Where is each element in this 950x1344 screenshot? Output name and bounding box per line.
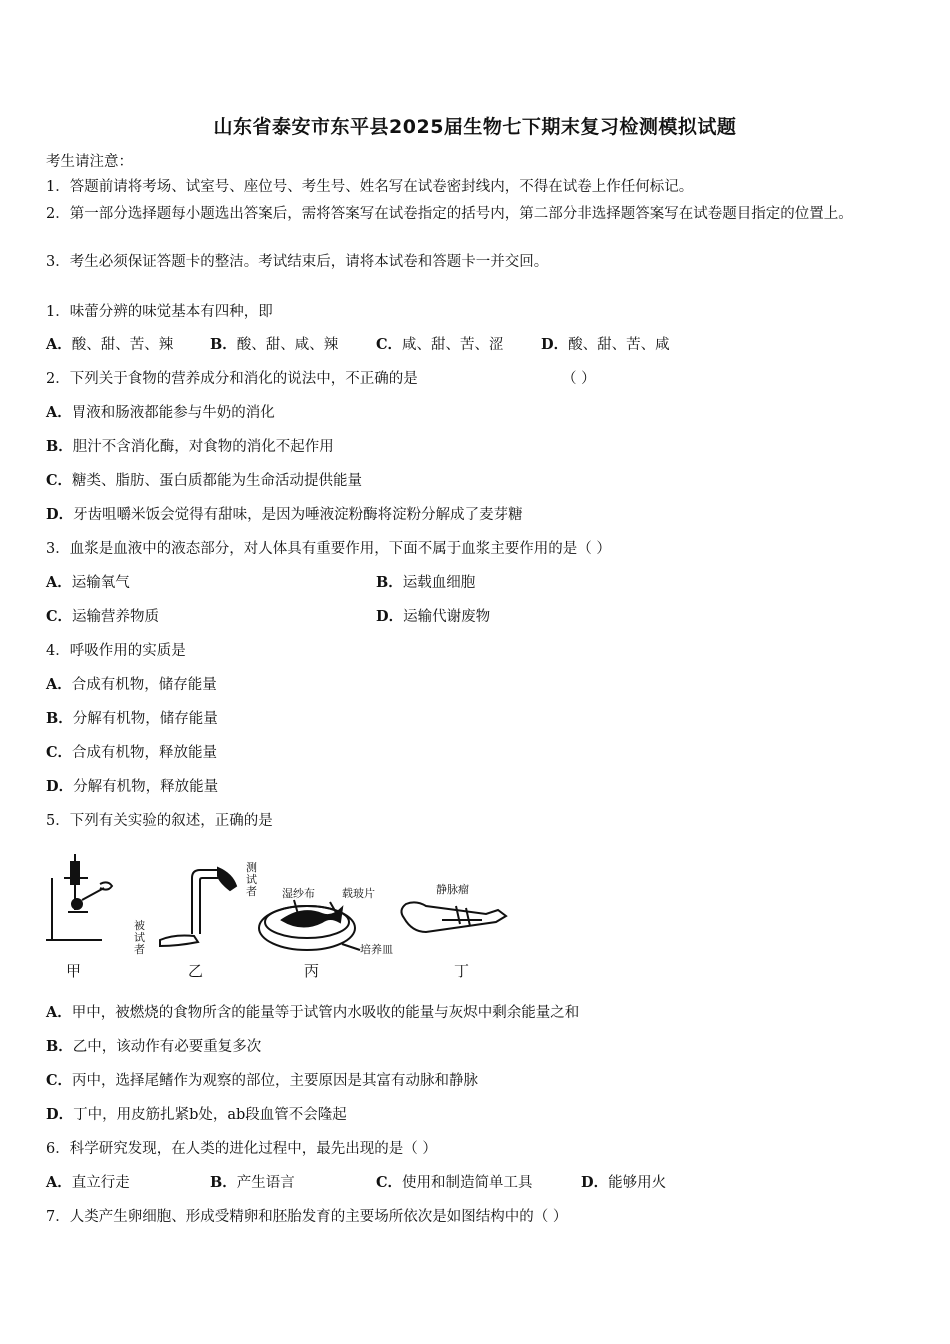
option: B．产生语言 [210,1174,295,1191]
notice-heading: 考生请注意： [46,154,133,170]
page-title: 山东省泰安市东平县2025届生物七下期末复习检测模拟试题 [213,116,737,138]
option: A．甲中，被燃烧的食物所含的能量等于试管内水吸收的能量与灰烬中剩余能量之和 [46,1004,580,1021]
option: C．糖类、脂肪、蛋白质都能为生命活动提供能量 [46,472,363,489]
option: C．丙中，选择尾鳍作为观察的部位，主要原因是其富有动脉和静脉 [46,1072,479,1089]
answer-bracket: （ ） [562,371,596,387]
apparatus-yi [160,868,236,946]
option: C．咸、甜、苦、涩 [376,336,504,353]
option: B．乙中，该动作有必要重复多次 [46,1038,262,1055]
option: A．胃液和肠液都能参与牛奶的消化 [46,404,275,421]
notice-item: 2．第一部分选择题每小题选出答案后，需将答案写在试卷指定的括号内，第二部分非选择题答案写在试卷题目指定的位置上。 [46,206,853,222]
option: D．能够用火 [581,1174,667,1191]
notice-item: 1．答题前请将考场、试室号、座位号、考生号、姓名写在试卷密封线内，不得在试卷上作任何标记。 [46,179,694,195]
option: D．运输代谢废物 [376,608,491,625]
apparatus-bing [259,900,360,950]
option: C．使用和制造简单工具 [376,1174,533,1191]
figure-label-ding: 丁 [454,962,470,980]
option: C．合成有机物，释放能量 [46,744,218,761]
notice-item: 3．考生必须保证答题卡的整洁。考试结束后，请将本试卷和答题卡一并交回。 [46,254,549,270]
question-stem: 5．下列有关实验的叙述，正确的是 [46,813,273,829]
option: A．运输氧气 [46,574,130,591]
caption-vein: 静脉瘤 [436,883,469,896]
figure-label-jia: 甲 [66,962,82,980]
option: B．胆汁不含消化酶，对食物的消化不起作用 [46,438,334,455]
option: D．分解有机物，释放能量 [46,778,219,795]
question-stem: 1．味蕾分辨的味觉基本有四种，即 [46,304,273,320]
option: D．牙齿咀嚼米饭会觉得有甜味，是因为唾液淀粉酶将淀粉分解成了麦芽糖 [46,506,523,523]
apparatus-ding [401,902,506,932]
option: B．运载血细胞 [376,574,476,591]
figure-label-yi: 乙 [188,962,204,980]
figure-label-bing: 丙 [304,962,320,980]
option: A．直立行走 [46,1174,130,1191]
caption-dish: 培养皿 [360,943,393,956]
question-stem: 7．人类产生卵细胞、形成受精卵和胚胎发育的主要场所依次是如图结构中的（ ） [46,1209,568,1225]
option: D．酸、甜、苦、咸 [541,336,670,353]
caption-tester: 测试者 [246,861,257,898]
option: B．分解有机物，储存能量 [46,710,218,727]
question-stem: 4．呼吸作用的实质是 [46,643,186,659]
caption-gauze: 湿纱布 [282,887,315,900]
question-stem: 6．科学研究发现，在人类的进化过程中，最先出现的是（ ） [46,1141,437,1157]
option: D．丁中，用皮筋扎紧b处，ab段血管不会隆起 [46,1106,347,1123]
apparatus-jia [46,854,112,940]
option: C．运输营养物质 [46,608,160,625]
question-stem: 3．血浆是血液中的液态部分，对人体具有重要作用，下面不属于血浆主要作用的是（ ） [46,541,611,557]
option: A．合成有机物，储存能量 [46,676,217,693]
question-stem: 2．下列关于食物的营养成分和消化的说法中，不正确的是 [46,371,418,387]
experiment-drawings [42,848,512,984]
option: B．酸、甜、咸、辣 [210,336,339,353]
experiment-figure [42,848,512,984]
caption-subject: 被试者 [134,919,145,956]
option: A．酸、甜、苦、辣 [46,336,174,353]
caption-slide: 载玻片 [342,887,375,900]
